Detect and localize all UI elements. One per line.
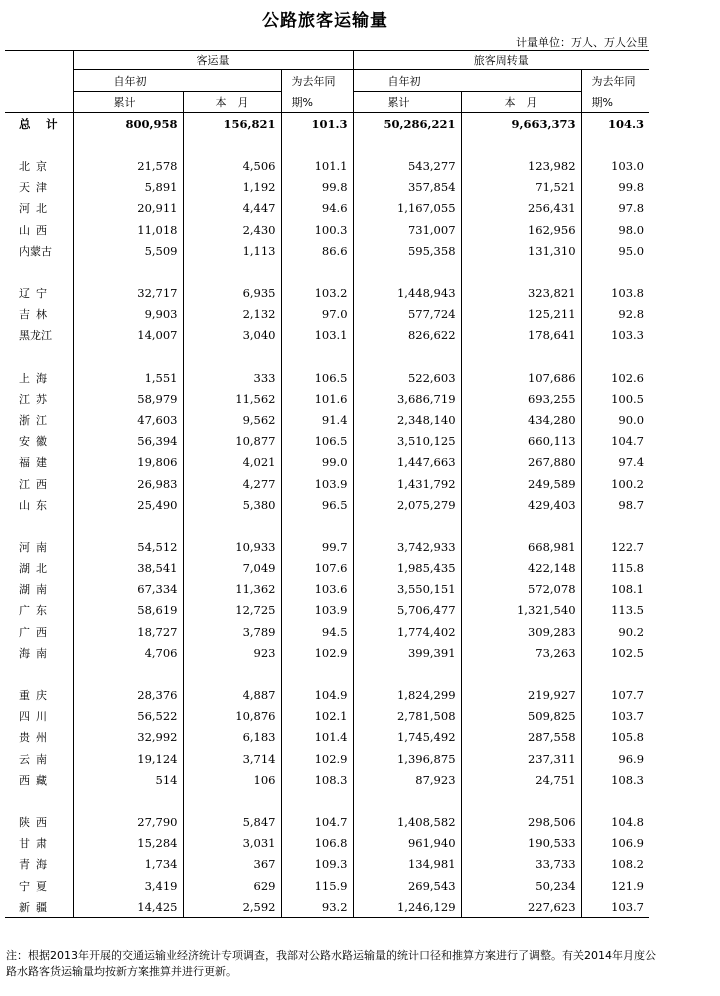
cell-v1: 18,727 xyxy=(73,621,183,642)
header-this-month-1: 本 月 xyxy=(183,92,281,113)
total-yoy-volume: 101.3 xyxy=(281,112,353,135)
header-ytd-2: 自年初 xyxy=(353,70,581,92)
total-month-turnover: 9,663,373 xyxy=(461,112,581,135)
cell-v4: 577,724 xyxy=(353,304,461,325)
group-spacer xyxy=(5,346,649,367)
cell-v4: 961,940 xyxy=(353,833,461,854)
cell-v2: 1,113 xyxy=(183,240,281,261)
header-cumulative-1: 累计 xyxy=(73,92,183,113)
passenger-transport-table xyxy=(5,50,649,918)
unit-note: 计量单位：万人、万人公里 xyxy=(516,36,648,49)
cell-v3: 104.7 xyxy=(281,811,353,832)
cell-v2: 367 xyxy=(183,854,281,875)
cell-v2: 4,506 xyxy=(183,156,281,177)
cell-v2: 10,877 xyxy=(183,431,281,452)
cell-v4: 1,167,055 xyxy=(353,198,461,219)
cell-v5: 660,113 xyxy=(461,431,581,452)
header-passenger-turnover: 旅客周转量 xyxy=(353,51,649,70)
cell-v5: 162,956 xyxy=(461,219,581,240)
cell-v1: 56,394 xyxy=(73,431,183,452)
table-row xyxy=(5,431,649,452)
cell-v2: 3,714 xyxy=(183,748,281,769)
region-name: 内蒙古 xyxy=(19,244,52,258)
cell-v6: 90.0 xyxy=(581,409,649,430)
region-name: 新疆 xyxy=(5,896,73,918)
cell-v5: 287,558 xyxy=(461,727,581,748)
cell-v6: 115.8 xyxy=(581,558,649,579)
region-name: 山东 xyxy=(19,498,53,512)
cell-v4: 731,007 xyxy=(353,219,461,240)
cell-v1: 14,425 xyxy=(73,896,183,918)
region-name: 江西 xyxy=(19,477,53,491)
region-name: 河北 xyxy=(19,202,53,216)
cell-v2: 4,021 xyxy=(183,452,281,473)
cell-v4: 399,391 xyxy=(353,642,461,663)
cell-v1: 15,284 xyxy=(73,833,183,854)
cell-v1: 54,512 xyxy=(73,536,183,557)
cell-v1: 4,706 xyxy=(73,642,183,663)
table-row xyxy=(5,748,649,769)
table-row xyxy=(5,579,649,600)
region-name: 西藏 xyxy=(19,773,53,787)
table-row xyxy=(5,304,649,325)
region-name: 安徽 xyxy=(19,435,53,449)
table-row xyxy=(5,854,649,875)
table-row xyxy=(5,875,649,896)
table-row xyxy=(5,727,649,748)
cell-v4: 1,448,943 xyxy=(353,282,461,303)
cell-v4: 357,854 xyxy=(353,177,461,198)
cell-v1: 19,124 xyxy=(73,748,183,769)
cell-v6: 103.7 xyxy=(581,706,649,727)
cell-v3: 101.1 xyxy=(281,156,353,177)
table-row xyxy=(5,219,649,240)
cell-v5: 309,283 xyxy=(461,621,581,642)
table-row xyxy=(5,409,649,430)
header-cumulative-2: 累计 xyxy=(353,92,461,113)
region-name: 广东 xyxy=(19,604,53,618)
table-row xyxy=(5,177,649,198)
region-name: 甘肃 xyxy=(19,837,53,851)
cell-v6: 102.5 xyxy=(581,642,649,663)
cell-v4: 1,985,435 xyxy=(353,558,461,579)
cell-v4: 2,348,140 xyxy=(353,409,461,430)
cell-v1: 32,992 xyxy=(73,727,183,748)
cell-v3: 107.6 xyxy=(281,558,353,579)
cell-v4: 543,277 xyxy=(353,156,461,177)
cell-v4: 1,246,129 xyxy=(353,896,461,918)
cell-v3: 102.9 xyxy=(281,748,353,769)
cell-v6: 102.6 xyxy=(581,367,649,388)
region-name: 上海 xyxy=(19,371,53,385)
cell-v4: 1,774,402 xyxy=(353,621,461,642)
cell-v6: 99.8 xyxy=(581,177,649,198)
cell-v2: 3,040 xyxy=(183,325,281,346)
cell-v6: 95.0 xyxy=(581,240,649,261)
cell-v4: 595,358 xyxy=(353,240,461,261)
cell-v2: 3,789 xyxy=(183,621,281,642)
cell-v3: 103.6 xyxy=(281,579,353,600)
group-spacer xyxy=(5,790,649,811)
table-row xyxy=(5,325,649,346)
cell-v1: 11,018 xyxy=(73,219,183,240)
cell-v6: 108.2 xyxy=(581,854,649,875)
header-this-month-2: 本 月 xyxy=(461,92,581,113)
cell-v5: 249,589 xyxy=(461,473,581,494)
table-row xyxy=(5,896,649,918)
table-row xyxy=(5,198,649,219)
footnote: 注：根据2013年开展的交通运输业经济统计专项调查，我部对公路水路运输量的统计口径和推算方案进行了调整。有关2014年月度公路水路客货运输量均按新方案推算并进行更新。 xyxy=(6,949,656,978)
cell-v3: 94.6 xyxy=(281,198,353,219)
cell-v4: 134,981 xyxy=(353,854,461,875)
header-yoy-1b: 期% xyxy=(281,92,353,113)
cell-v3: 99.7 xyxy=(281,536,353,557)
cell-v5: 71,521 xyxy=(461,177,581,198)
table-row xyxy=(5,621,649,642)
header-yoy-1a: 为去年同 xyxy=(281,70,353,92)
region-name: 海南 xyxy=(19,646,53,660)
header-yoy-2b: 期% xyxy=(581,92,649,113)
cell-v6: 103.7 xyxy=(581,896,649,918)
cell-v4: 1,396,875 xyxy=(353,748,461,769)
cell-v2: 6,935 xyxy=(183,282,281,303)
cell-v1: 28,376 xyxy=(73,684,183,705)
cell-v3: 97.0 xyxy=(281,304,353,325)
cell-v3: 99.0 xyxy=(281,452,353,473)
cell-v3: 108.3 xyxy=(281,769,353,790)
cell-v5: 237,311 xyxy=(461,748,581,769)
cell-v1: 20,911 xyxy=(73,198,183,219)
cell-v3: 91.4 xyxy=(281,409,353,430)
total-yoy-turnover: 104.3 xyxy=(581,112,649,135)
cell-v3: 99.8 xyxy=(281,177,353,198)
cell-v4: 2,781,508 xyxy=(353,706,461,727)
cell-v5: 693,255 xyxy=(461,388,581,409)
table-row xyxy=(5,706,649,727)
region-name: 北京 xyxy=(19,160,53,174)
table-row xyxy=(5,473,649,494)
cell-v5: 123,982 xyxy=(461,156,581,177)
cell-v3: 103.1 xyxy=(281,325,353,346)
table-row xyxy=(5,811,649,832)
cell-v4: 3,742,933 xyxy=(353,536,461,557)
region-name: 山西 xyxy=(19,223,53,237)
group-spacer xyxy=(5,663,649,684)
cell-v5: 256,431 xyxy=(461,198,581,219)
cell-v6: 97.4 xyxy=(581,452,649,473)
table-row xyxy=(5,600,649,621)
table-row xyxy=(5,494,649,515)
cell-v2: 4,277 xyxy=(183,473,281,494)
cell-v2: 11,362 xyxy=(183,579,281,600)
cell-v1: 47,603 xyxy=(73,409,183,430)
cell-v6: 113.5 xyxy=(581,600,649,621)
cell-v3: 93.2 xyxy=(281,896,353,918)
cell-v2: 3,031 xyxy=(183,833,281,854)
cell-v6: 103.8 xyxy=(581,282,649,303)
table-row xyxy=(5,558,649,579)
cell-v4: 87,923 xyxy=(353,769,461,790)
cell-v5: 267,880 xyxy=(461,452,581,473)
cell-v1: 26,983 xyxy=(73,473,183,494)
cell-v1: 5,509 xyxy=(73,240,183,261)
table-row xyxy=(5,388,649,409)
cell-v1: 9,903 xyxy=(73,304,183,325)
cell-v2: 6,183 xyxy=(183,727,281,748)
cell-v6: 98.0 xyxy=(581,219,649,240)
region-name: 天津 xyxy=(19,181,53,195)
cell-v2: 333 xyxy=(183,367,281,388)
group-spacer xyxy=(5,261,649,282)
cell-v4: 2,075,279 xyxy=(353,494,461,515)
cell-v5: 509,825 xyxy=(461,706,581,727)
region-name: 湖南 xyxy=(19,583,53,597)
cell-v6: 96.9 xyxy=(581,748,649,769)
region-name: 陕西 xyxy=(19,815,53,829)
cell-v3: 103.2 xyxy=(281,282,353,303)
total-row xyxy=(5,112,649,135)
cell-v6: 107.7 xyxy=(581,684,649,705)
cell-v6: 104.7 xyxy=(581,431,649,452)
table-row xyxy=(5,282,649,303)
cell-v3: 103.9 xyxy=(281,473,353,494)
cell-v2: 2,430 xyxy=(183,219,281,240)
cell-v1: 32,717 xyxy=(73,282,183,303)
cell-v4: 826,622 xyxy=(353,325,461,346)
cell-v2: 12,725 xyxy=(183,600,281,621)
cell-v4: 1,431,792 xyxy=(353,473,461,494)
table-row xyxy=(5,642,649,663)
cell-v6: 97.8 xyxy=(581,198,649,219)
cell-v4: 3,550,151 xyxy=(353,579,461,600)
region-name: 福建 xyxy=(19,456,53,470)
cell-v6: 106.9 xyxy=(581,833,649,854)
cell-v5: 227,623 xyxy=(461,896,581,918)
cell-v5: 178,641 xyxy=(461,325,581,346)
cell-v6: 100.2 xyxy=(581,473,649,494)
region-name: 四川 xyxy=(19,710,53,724)
cell-v5: 323,821 xyxy=(461,282,581,303)
cell-v1: 21,578 xyxy=(73,156,183,177)
cell-v5: 422,148 xyxy=(461,558,581,579)
table-row xyxy=(5,536,649,557)
cell-v2: 7,049 xyxy=(183,558,281,579)
group-spacer xyxy=(5,515,649,536)
cell-v2: 10,876 xyxy=(183,706,281,727)
cell-v5: 1,321,540 xyxy=(461,600,581,621)
cell-v1: 27,790 xyxy=(73,811,183,832)
cell-v6: 100.5 xyxy=(581,388,649,409)
cell-v5: 434,280 xyxy=(461,409,581,430)
cell-v3: 94.5 xyxy=(281,621,353,642)
cell-v4: 1,824,299 xyxy=(353,684,461,705)
region-name: 宁夏 xyxy=(19,879,53,893)
cell-v6: 108.3 xyxy=(581,769,649,790)
cell-v2: 5,847 xyxy=(183,811,281,832)
cell-v1: 25,490 xyxy=(73,494,183,515)
cell-v5: 429,403 xyxy=(461,494,581,515)
cell-v5: 33,733 xyxy=(461,854,581,875)
cell-v5: 131,310 xyxy=(461,240,581,261)
cell-v5: 125,211 xyxy=(461,304,581,325)
cell-v6: 92.8 xyxy=(581,304,649,325)
cell-v4: 522,603 xyxy=(353,367,461,388)
cell-v6: 103.0 xyxy=(581,156,649,177)
table-row xyxy=(5,452,649,473)
cell-v3: 102.1 xyxy=(281,706,353,727)
cell-v1: 1,734 xyxy=(73,854,183,875)
header-passenger-volume: 客运量 xyxy=(73,51,353,70)
cell-v3: 106.5 xyxy=(281,431,353,452)
cell-v6: 98.7 xyxy=(581,494,649,515)
cell-v1: 58,979 xyxy=(73,388,183,409)
total-ytd-turnover: 50,286,221 xyxy=(353,112,461,135)
page-title: 公路旅客运输量 xyxy=(262,11,388,31)
cell-v3: 104.9 xyxy=(281,684,353,705)
table-row xyxy=(5,833,649,854)
cell-v1: 14,007 xyxy=(73,325,183,346)
cell-v3: 102.9 xyxy=(281,642,353,663)
cell-v4: 5,706,477 xyxy=(353,600,461,621)
cell-v1: 58,619 xyxy=(73,600,183,621)
cell-v2: 106 xyxy=(183,769,281,790)
cell-v5: 50,234 xyxy=(461,875,581,896)
table-row xyxy=(5,684,649,705)
cell-v2: 10,933 xyxy=(183,536,281,557)
cell-v1: 514 xyxy=(73,769,183,790)
cell-v2: 2,592 xyxy=(183,896,281,918)
cell-v5: 24,751 xyxy=(461,769,581,790)
total-label: 总 计 xyxy=(19,116,60,131)
cell-v1: 19,806 xyxy=(73,452,183,473)
region-name: 江苏 xyxy=(19,392,53,406)
cell-v1: 3,419 xyxy=(73,875,183,896)
cell-v2: 629 xyxy=(183,875,281,896)
header-ytd-1: 自年初 xyxy=(73,70,281,92)
cell-v5: 572,078 xyxy=(461,579,581,600)
cell-v5: 73,263 xyxy=(461,642,581,663)
cell-v1: 38,541 xyxy=(73,558,183,579)
cell-v6: 103.3 xyxy=(581,325,649,346)
region-name: 青海 xyxy=(19,858,53,872)
region-name: 吉林 xyxy=(19,308,53,322)
header-yoy-2a: 为去年同 xyxy=(581,70,649,92)
region-name: 辽宁 xyxy=(19,287,53,301)
cell-v4: 1,447,663 xyxy=(353,452,461,473)
cell-v4: 1,745,492 xyxy=(353,727,461,748)
total-ytd-volume: 800,958 xyxy=(73,112,183,135)
cell-v3: 106.8 xyxy=(281,833,353,854)
cell-v6: 90.2 xyxy=(581,621,649,642)
cell-v5: 668,981 xyxy=(461,536,581,557)
region-name: 广西 xyxy=(19,625,53,639)
cell-v3: 86.6 xyxy=(281,240,353,261)
table-row xyxy=(5,367,649,388)
table-row xyxy=(5,240,649,261)
table-row xyxy=(5,156,649,177)
total-month-volume: 156,821 xyxy=(183,112,281,135)
region-name: 浙江 xyxy=(19,413,53,427)
cell-v3: 100.3 xyxy=(281,219,353,240)
cell-v3: 109.3 xyxy=(281,854,353,875)
cell-v4: 269,543 xyxy=(353,875,461,896)
cell-v4: 1,408,582 xyxy=(353,811,461,832)
cell-v5: 219,927 xyxy=(461,684,581,705)
cell-v6: 108.1 xyxy=(581,579,649,600)
cell-v3: 96.5 xyxy=(281,494,353,515)
region-name: 云南 xyxy=(19,752,53,766)
cell-v1: 5,891 xyxy=(73,177,183,198)
cell-v1: 67,334 xyxy=(73,579,183,600)
cell-v5: 298,506 xyxy=(461,811,581,832)
cell-v6: 122.7 xyxy=(581,536,649,557)
cell-v5: 107,686 xyxy=(461,367,581,388)
cell-v1: 1,551 xyxy=(73,367,183,388)
cell-v3: 101.6 xyxy=(281,388,353,409)
region-name: 湖北 xyxy=(19,562,53,576)
cell-v4: 3,510,125 xyxy=(353,431,461,452)
table-row xyxy=(5,769,649,790)
group-spacer xyxy=(5,135,649,156)
cell-v2: 1,192 xyxy=(183,177,281,198)
cell-v1: 56,522 xyxy=(73,706,183,727)
region-name: 贵州 xyxy=(19,731,53,745)
cell-v6: 104.8 xyxy=(581,811,649,832)
cell-v2: 4,447 xyxy=(183,198,281,219)
cell-v6: 105.8 xyxy=(581,727,649,748)
region-name: 黑龙江 xyxy=(19,329,52,343)
cell-v2: 2,132 xyxy=(183,304,281,325)
cell-v5: 190,533 xyxy=(461,833,581,854)
cell-v3: 101.4 xyxy=(281,727,353,748)
cell-v6: 121.9 xyxy=(581,875,649,896)
region-name: 重庆 xyxy=(19,689,53,703)
cell-v2: 11,562 xyxy=(183,388,281,409)
cell-v2: 9,562 xyxy=(183,409,281,430)
cell-v2: 5,380 xyxy=(183,494,281,515)
cell-v2: 923 xyxy=(183,642,281,663)
cell-v4: 3,686,719 xyxy=(353,388,461,409)
cell-v3: 103.9 xyxy=(281,600,353,621)
cell-v2: 4,887 xyxy=(183,684,281,705)
region-name: 河南 xyxy=(19,540,53,554)
cell-v3: 106.5 xyxy=(281,367,353,388)
cell-v3: 115.9 xyxy=(281,875,353,896)
